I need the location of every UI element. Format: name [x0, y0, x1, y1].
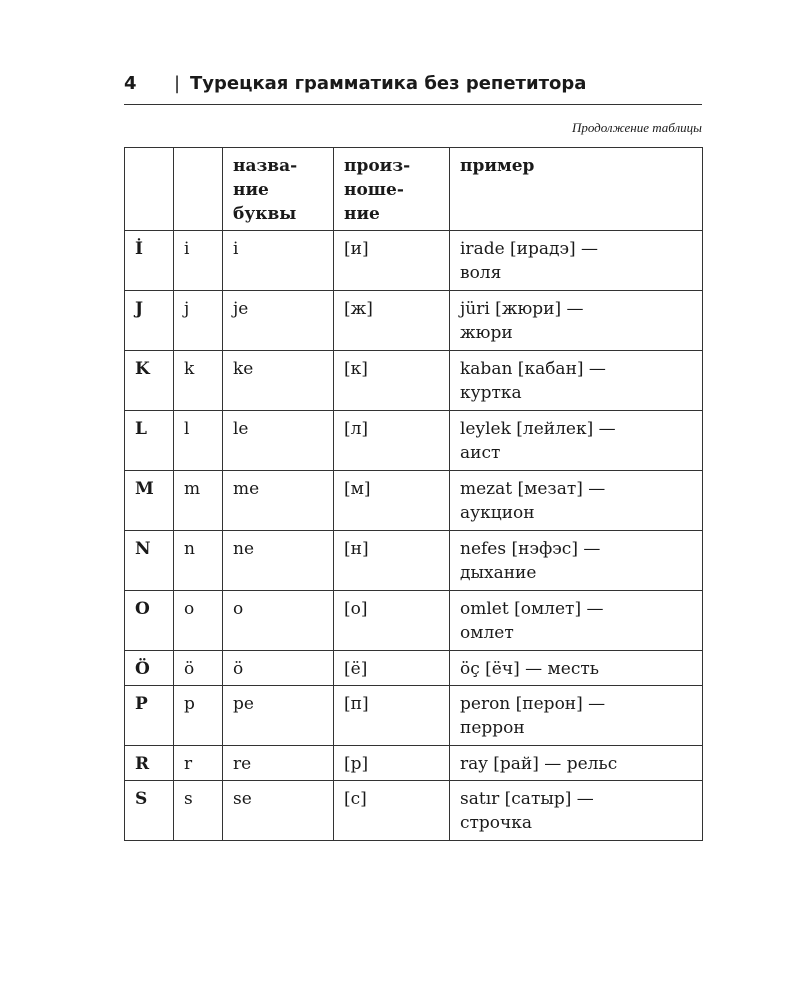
letter-uppercase: O: [125, 591, 174, 651]
letter-pronunciation: [н]: [334, 531, 450, 591]
example-line: омлет: [460, 623, 514, 643]
letter-example: [450, 746, 703, 781]
example-line: строчка: [460, 813, 533, 833]
example-line: перрон: [460, 718, 525, 738]
letter-uppercase: İ: [125, 231, 174, 291]
letter-example: [450, 651, 703, 686]
letter-name: pe: [223, 686, 334, 746]
letter-uppercase: K: [125, 351, 174, 411]
letter-name: ne: [223, 531, 334, 591]
letter-pronunciation: [с]: [334, 781, 450, 841]
letter-uppercase: Ö: [125, 651, 174, 686]
table-row: [125, 231, 703, 291]
example-line: öç [ёч] — месть: [460, 659, 599, 679]
table-header-row: [125, 148, 703, 231]
letter-pronunciation: [п]: [334, 686, 450, 746]
example-line: ray [рай] — рельс: [460, 754, 618, 774]
header-cell-pronunciation: [334, 148, 450, 231]
example-line: аукцион: [460, 503, 535, 523]
letter-uppercase: J: [125, 291, 174, 351]
table-row: [125, 351, 703, 411]
example-line: leylek [лейлек] —: [460, 419, 616, 439]
letter-example: [450, 591, 703, 651]
header-cell-name: [223, 148, 334, 231]
page-number: 4: [124, 73, 137, 94]
table-row: [125, 411, 703, 471]
letter-pronunciation: [к]: [334, 351, 450, 411]
header-cell-upper: [125, 148, 174, 231]
letter-pronunciation: [р]: [334, 746, 450, 781]
letter-name: se: [223, 781, 334, 841]
letter-pronunciation: [ё]: [334, 651, 450, 686]
header-line: пример: [460, 156, 535, 176]
example-line: nefes [нэфэс] —: [460, 539, 601, 559]
letter-uppercase: L: [125, 411, 174, 471]
letter-lowercase: n: [174, 531, 223, 591]
letter-name: le: [223, 411, 334, 471]
book-title: Турецкая грамматика без репетитора: [190, 73, 587, 94]
letter-uppercase: P: [125, 686, 174, 746]
letter-lowercase: m: [174, 471, 223, 531]
example-line: дыхание: [460, 563, 537, 583]
table-row: [125, 651, 703, 686]
table-row: [125, 746, 703, 781]
letter-uppercase: M: [125, 471, 174, 531]
letter-example: [450, 231, 703, 291]
letter-pronunciation: [м]: [334, 471, 450, 531]
table-row: [125, 471, 703, 531]
header-line: ние: [344, 204, 380, 224]
example-line: kaban [кабан] —: [460, 359, 606, 379]
continuation-label: Продолжение таблицы: [571, 120, 702, 135]
letter-lowercase: r: [174, 746, 223, 781]
letter-name: me: [223, 471, 334, 531]
letter-example: [450, 411, 703, 471]
letter-pronunciation: [и]: [334, 231, 450, 291]
letter-example: [450, 781, 703, 841]
letter-lowercase: p: [174, 686, 223, 746]
table-row: [125, 591, 703, 651]
letter-example: [450, 471, 703, 531]
letter-pronunciation: [ж]: [334, 291, 450, 351]
example-line: satır [сатыр] —: [460, 789, 594, 809]
example-line: irade [ирадэ] —: [460, 239, 599, 259]
header-line: ние: [233, 180, 269, 200]
letter-lowercase: o: [174, 591, 223, 651]
letter-example: [450, 531, 703, 591]
table-row: [125, 781, 703, 841]
letter-name: i: [223, 231, 334, 291]
example-line: peron [перон] —: [460, 694, 606, 714]
table-row: [125, 686, 703, 746]
header-rule: [124, 104, 702, 105]
letter-name: ö: [223, 651, 334, 686]
letter-uppercase: N: [125, 531, 174, 591]
table-row: [125, 531, 703, 591]
example-line: куртка: [460, 383, 522, 403]
example-line: jüri [жюри] —: [460, 299, 584, 319]
header-line: произ-: [344, 156, 411, 176]
letter-name: re: [223, 746, 334, 781]
letter-name: je: [223, 291, 334, 351]
letter-name: ke: [223, 351, 334, 411]
letter-lowercase: ö: [174, 651, 223, 686]
example-line: жюри: [460, 323, 513, 343]
letter-uppercase: S: [125, 781, 174, 841]
letter-lowercase: k: [174, 351, 223, 411]
letter-lowercase: l: [174, 411, 223, 471]
header-line: назва-: [233, 156, 298, 176]
header-cell-lower: [174, 148, 223, 231]
letter-pronunciation: [о]: [334, 591, 450, 651]
letter-lowercase: j: [174, 291, 223, 351]
example-line: воля: [460, 263, 502, 283]
header-line: буквы: [233, 204, 297, 224]
example-line: mezat [мезат] —: [460, 479, 606, 499]
header-separator: |: [174, 73, 181, 94]
letter-uppercase: R: [125, 746, 174, 781]
header-cell-example: [450, 148, 703, 231]
alphabet-table: [124, 147, 703, 841]
letter-example: [450, 291, 703, 351]
example-line: omlet [омлет] —: [460, 599, 604, 619]
example-line: аист: [460, 443, 501, 463]
letter-example: [450, 686, 703, 746]
letter-lowercase: s: [174, 781, 223, 841]
table-row: [125, 291, 703, 351]
letter-name: o: [223, 591, 334, 651]
header-line: ноше-: [344, 180, 404, 200]
letter-lowercase: i: [174, 231, 223, 291]
table-body: [125, 231, 703, 841]
letter-pronunciation: [л]: [334, 411, 450, 471]
letter-example: [450, 351, 703, 411]
